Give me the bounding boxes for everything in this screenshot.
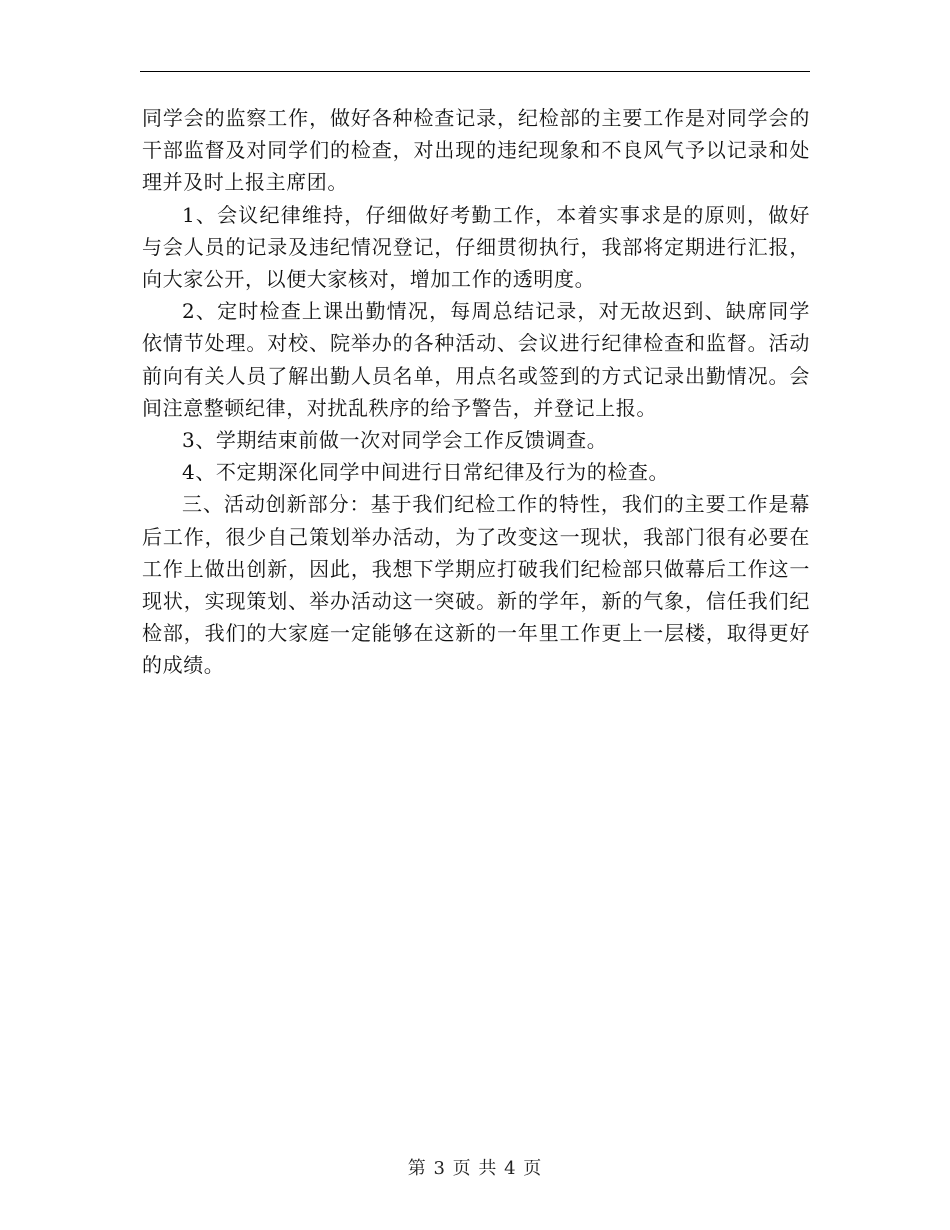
document-body <box>142 102 810 682</box>
page-number-footer: 第 3 页 共 4 页 <box>407 1158 543 1179</box>
paragraph-section-3: 三、活动创新部分：基于我们纪检工作的特性，我们的主要工作是幕后工作，很少自己策划举办活动，为了改变这一现状，我部门很有必要在工作上做出创新，因此，我想下学期应打破我们纪检部只做幕后工作这一现状，实现策划、举办活动这一突破。新的学年，新的气象，信任我们纪检部，我们的大家庭一定能够在这新的一年里工作更上一层楼，取得更好的成绩。 <box>142 492 810 678</box>
paragraph-item-2: 2、定时检查上课出勤情况，每周总结记录，对无故迟到、缺席同学依情节处理。对校、院举办的各种活动、会议进行纪律检查和监督。活动前向有关人员了解出勤人员名单，用点名或签到的方式记录出勤情况。会间注意整顿纪律，对扰乱秩序的给予警告，并登记上报。 <box>142 299 810 420</box>
paragraph-continuation: 同学会的监察工作，做好各种检查记录，纪检部的主要工作是对同学会的干部监督及对同学们的检查，对出现的违纪现象和不良风气予以记录和处理并及时上报主席团。 <box>142 106 810 195</box>
header-rule <box>140 71 810 72</box>
paragraph-item-1: 1、会议纪律维持，仔细做好考勤工作，本着实事求是的原则，做好与会人员的记录及违纪情况登记，仔细贯彻执行，我部将定期进行汇报，向大家公开，以便大家核对，增加工作的透明度。 <box>142 202 810 292</box>
paragraph-item-3: 3、学期结束前做一次对同学会工作反馈调查。 <box>182 428 608 453</box>
paragraph-item-4: 4、不定期深化同学中间进行日常纪律及行为的检查。 <box>182 460 670 485</box>
